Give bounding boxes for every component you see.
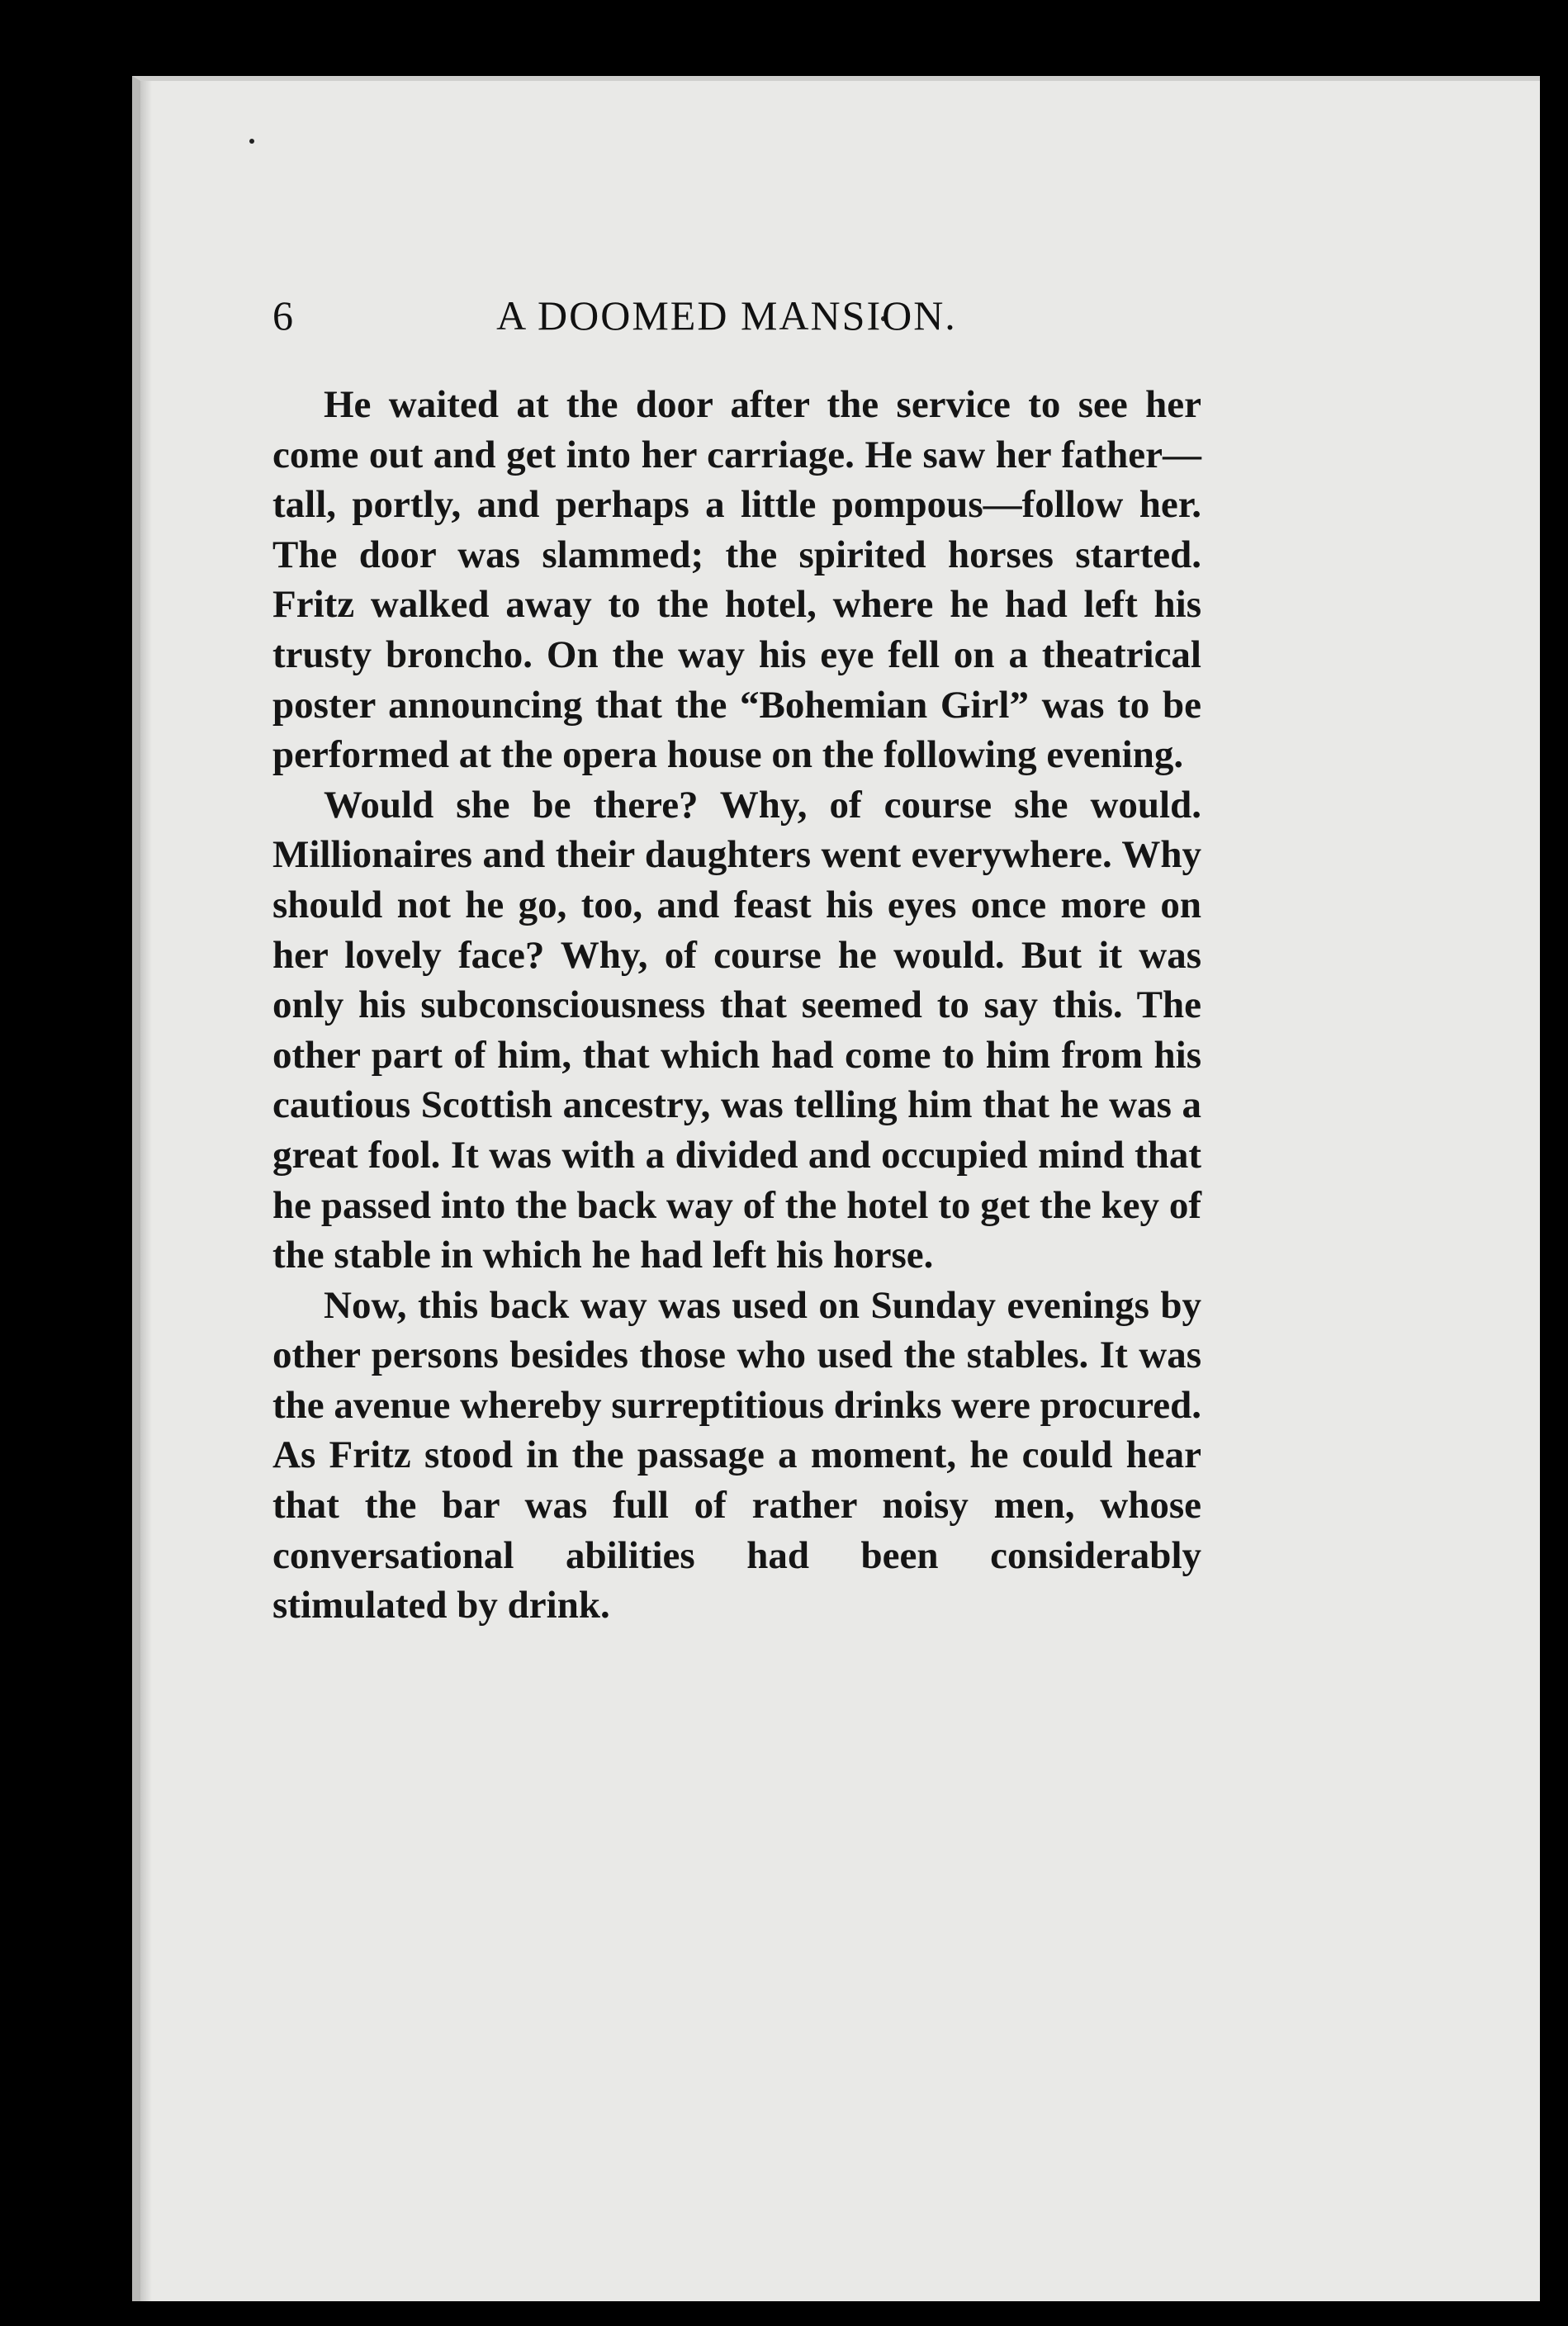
page-number: 6	[272, 292, 293, 339]
paragraph-3: Now, this back way was used on Sunday evenings by other persons besides those who used the stables. It was the avenue whereby surreptitious drinks were procured. As Fritz stood in the passage a moment, he could hear that the bar was full of rather noisy men, whose conversational abilities had been considerably stimulated by drink.	[272, 1283, 1201, 1627]
running-header	[272, 291, 1148, 349]
body-text	[272, 380, 1201, 1631]
scan-speck	[249, 139, 254, 144]
page-edge-shadow	[140, 81, 152, 2301]
paragraph-1: He waited at the door after the service to see her come out and get into her carriage. He saw her father—tall, portly, and perhaps a little pompous—follow her. The door was slammed; the spirited horses started. Fritz walked away to the hotel, where he had left his trusty broncho. On the way his eye fell on a theatrical poster announcing that the “Bohemian Girl” was to be performed at the opera house on the following evening.	[272, 383, 1201, 777]
paragraph-2: Would she be there? Why, of course she would. Millionaires and their daughters went everywhere. Why should not he go, too, and feast his eyes once more on her lovely face? Why, of course he would. But it was only his subconsciousness that seemed to say this. The other part of him, that which had come to him from his cautious Scottish ancestry, was telling him that he was a great fool. It was with a divided and occupied mind that he passed into the back way of the hotel to get the key of the stable in which he had left his horse.	[272, 783, 1201, 1277]
running-title: A DOOMED MANSION.	[496, 292, 957, 339]
